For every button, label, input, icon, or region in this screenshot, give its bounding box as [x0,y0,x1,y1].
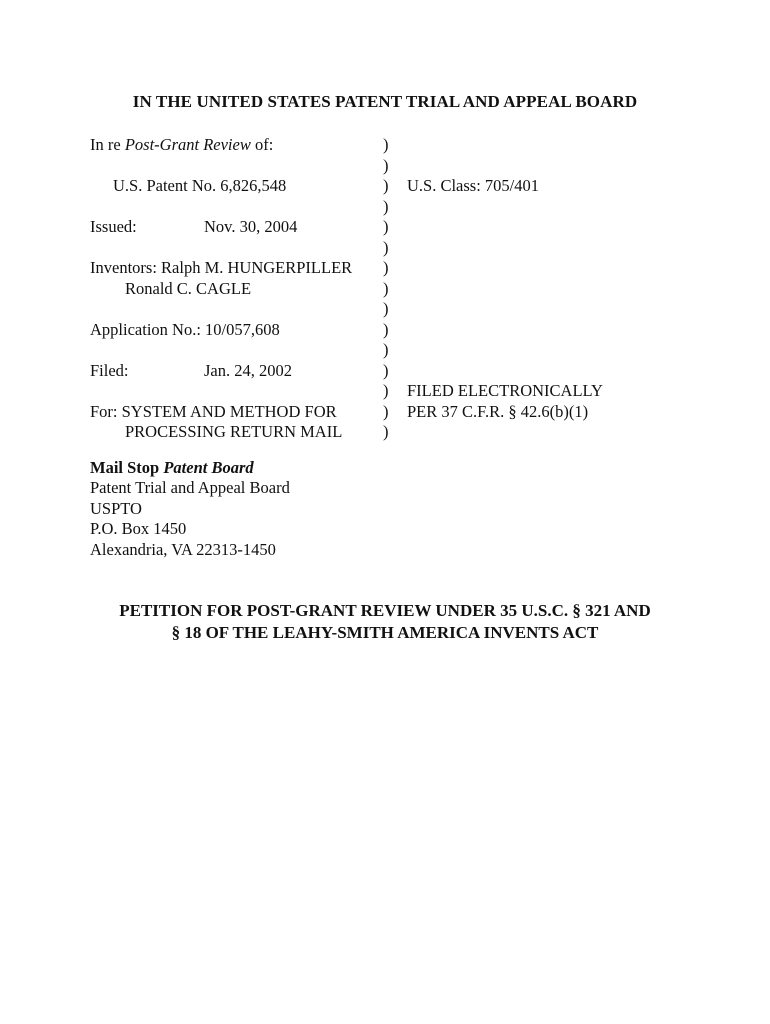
address-line: Alexandria, VA 22313-1450 [90,539,276,559]
caption-row [0,155,770,176]
filed-date: Jan. 24, 2002 [204,361,292,380]
inventors-line: Inventors: Ralph M. HUNGERPILLER [90,258,353,277]
caption-paren: ) [383,258,389,277]
caption-row [0,339,770,360]
title-of-invention-cont: PROCESSING RETURN MAIL [125,422,343,441]
cfr-citation: PER 37 C.F.R. § 42.6(b)(1) [407,402,589,421]
mailing-address [90,458,290,560]
caption-paren: ) [383,361,389,380]
caption-row [0,216,770,237]
caption-row [0,421,770,442]
address-line: P.O. Box 1450 [90,519,187,539]
issued-date: Nov. 30, 2004 [204,217,298,236]
petition-title-line: PETITION FOR POST-GRANT REVIEW UNDER 35 U.S.C. § 321 AND [119,601,651,620]
caption-paren: ) [383,176,389,195]
petition-title [0,600,770,644]
caption-row [0,278,770,299]
filed-electronically: FILED ELECTRONICALLY [407,381,603,400]
address-line: USPTO [90,498,142,518]
in-re-line [90,134,273,155]
caption-paren: ) [383,340,389,359]
caption-paren: ) [383,156,389,175]
caption-paren: ) [383,217,389,236]
caption-paren: ) [383,381,389,400]
caption-paren: ) [383,135,389,154]
title-of-invention: For: SYSTEM AND METHOD FOR [90,402,337,421]
patent-number: U.S. Patent No. 6,826,548 [113,176,287,195]
caption-paren: ) [383,279,389,298]
in-re-prefix: In re [90,135,125,154]
address-line: Patent Trial and Appeal Board [90,478,290,498]
in-re-proceeding: Post-Grant Review [124,135,251,154]
caption-row [0,319,770,340]
caption-paren: ) [383,197,389,216]
caption-paren: ) [383,402,389,421]
mail-stop [90,458,290,478]
caption-row [0,380,770,401]
application-number: Application No.: 10/057,608 [90,320,280,339]
filed-label: Filed: [90,361,129,380]
caption-row [0,257,770,278]
caption-row [0,134,770,155]
caption-row [0,196,770,217]
caption-paren: ) [383,238,389,257]
caption-row [0,237,770,258]
caption-paren: ) [383,299,389,318]
mail-stop-name: Patent Board [163,458,254,477]
us-class: U.S. Class: 705/401 [407,176,540,195]
issued-label: Issued: [90,217,137,236]
court-heading: IN THE UNITED STATES PATENT TRIAL AND APPEAL BOARD [132,92,638,111]
caption-paren: ) [383,320,389,339]
caption-row [0,298,770,319]
caption-paren: ) [383,422,389,441]
petition-title-line: § 18 OF THE LEAHY-SMITH AMERICA INVENTS ACT [171,623,599,642]
caption-row [0,360,770,381]
caption-row [0,175,770,196]
caption-row [0,401,770,422]
in-re-suffix: of: [250,135,274,154]
mail-stop-prefix: Mail Stop [90,458,164,477]
inventor-second: Ronald C. CAGLE [125,279,252,298]
